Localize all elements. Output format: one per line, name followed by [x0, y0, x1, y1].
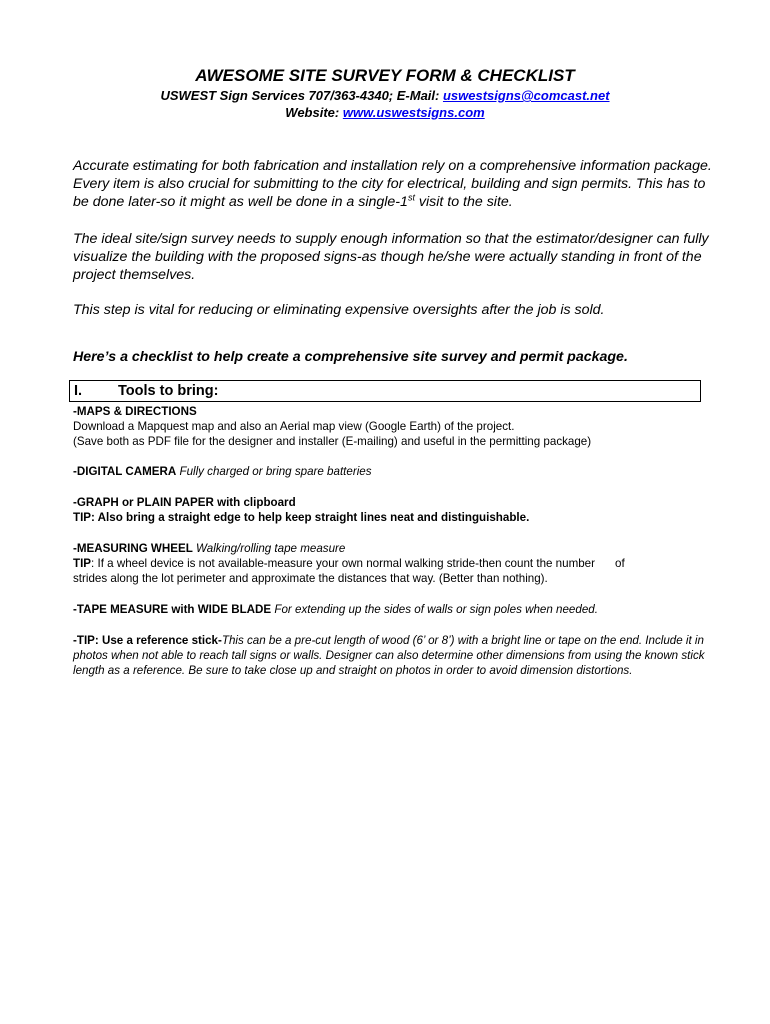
intro-paragraph-2: The ideal site/sign survey needs to supply enough information so that the estimator/designer can fully visualize the building with the proposed signs-as though he/she were actually standing in front of the project themselves.	[73, 231, 709, 283]
item-measuring-wheel	[73, 541, 713, 586]
maps-heading: -MAPS & DIRECTIONS	[73, 405, 197, 418]
graph-heading: -GRAPH or PLAIN PAPER with clipboard	[73, 496, 296, 509]
tape-note: For extending up the sides of walls or sign poles when needed.	[271, 603, 598, 616]
wheel-tip-label: TIP	[73, 557, 92, 570]
section-title: Tools to bring:	[118, 383, 219, 399]
item-camera	[73, 464, 713, 479]
intro-paragraph-3: This step is vital for reducing or eliminating expensive oversights after the job is sold.	[73, 302, 605, 318]
item-tape-measure	[73, 602, 713, 617]
wheel-tip-text: : If a wheel device is not available-measure your own normal walking stride-then count the number	[91, 557, 595, 570]
section-number: I.	[74, 383, 83, 399]
checklist-intro: Here’s a checklist to help create a comprehensive site survey and permit package.	[73, 349, 628, 365]
item-reference-stick	[73, 633, 713, 678]
intro-paragraph-1	[73, 157, 713, 211]
wheel-heading: -MEASURING WHEEL	[73, 542, 193, 555]
document-title: AWESOME SITE SURVEY FORM & CHECKLIST	[195, 66, 575, 85]
stick-text: This can be a pre-cut length of wood (6’ or 8’) with a bright line or tape on the end. Include it in photos when not able to reach tall signs or walls. Designer can also determine other dimensions from using the known stick length as a reference. Be sure to take close up and straight on photos in order to avoid dimension distortions.	[73, 634, 705, 677]
item-maps	[73, 404, 713, 449]
maps-line-1: Download a Mapquest map and also an Aerial map view (Google Earth) of the project.	[73, 420, 515, 433]
section-header	[69, 380, 701, 402]
maps-line-2: (Save both as PDF file for the designer and installer (E-mailing) and useful in the permitting package)	[73, 435, 592, 448]
camera-note: Fully charged or bring spare batteries	[176, 465, 372, 478]
wheel-tip-of: of	[615, 557, 625, 570]
graph-tip: TIP: Also bring a straight edge to help keep straight lines neat and distinguishable.	[73, 511, 530, 524]
camera-heading: -DIGITAL CAMERA	[73, 465, 177, 478]
company-contact-line	[0, 88, 770, 103]
stick-heading: -TIP: Use a reference stick-	[73, 634, 222, 647]
tape-heading: -TAPE MEASURE with WIDE BLADE	[73, 603, 272, 616]
email-link[interactable]: uswestsigns@comcast.net	[442, 88, 610, 103]
intro-p1-text: Accurate estimating for both fabrication and installation rely on a comprehensive information package. Every item is also crucial for submitting to the city for electrical, building and sign permits. This has to be done later-so it might as well be done in a single-1	[73, 158, 712, 210]
item-graph-paper	[73, 495, 713, 525]
website-link[interactable]: www.uswestsigns.com	[342, 105, 485, 120]
wheel-tip-line-2: strides along the lot perimeter and approximate the distances that way. (Better than nothing).	[73, 572, 548, 585]
company-phone-text: USWEST Sign Services 707/363-4340; E-Mail:	[160, 88, 443, 103]
intro-p1-end: visit to the site.	[414, 194, 513, 210]
intro-p1-superscript: st	[407, 192, 415, 203]
website-label: Website:	[285, 105, 343, 120]
website-line	[0, 105, 770, 120]
wheel-note: Walking/rolling tape measure	[192, 542, 346, 555]
